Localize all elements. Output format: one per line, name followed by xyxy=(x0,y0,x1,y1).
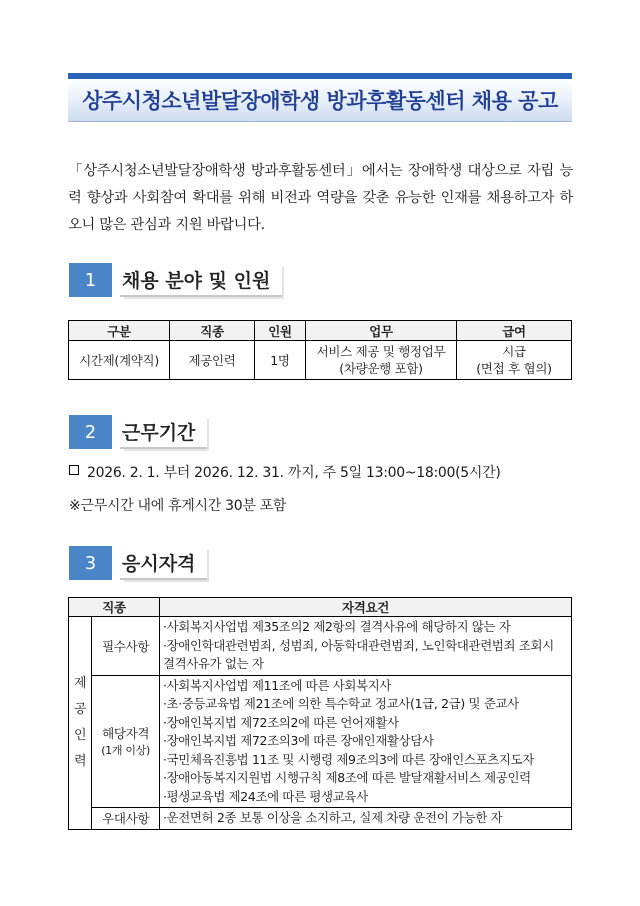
title-banner xyxy=(68,73,572,121)
list-item: ·평생교육법 제24조에 따른 평생교육사 xyxy=(163,788,368,804)
section-3-heading xyxy=(69,546,207,580)
required-cell xyxy=(160,617,572,676)
required-label: 필수사항 xyxy=(92,617,160,676)
duty-cell xyxy=(306,341,457,380)
list-item: ·사회복지사업법 제11조에 따른 사회복지사 xyxy=(163,677,392,693)
table-header: 직종 xyxy=(170,321,255,341)
table-header: 자격요건 xyxy=(160,598,572,617)
cert-cell xyxy=(160,675,572,808)
list-item: ·운전면허 2종 보통 이상을 소지하고, 실제 차량 운전이 가능한 자 xyxy=(163,810,503,825)
table-header-row xyxy=(69,321,572,341)
cert-sublabel: (1개 이상) xyxy=(101,744,151,758)
list-item: ·초·중등교육법 제21조에 의한 특수학교 정교사(1급, 2급) 및 준교사 xyxy=(163,696,519,711)
period-text: 2026. 2. 1. 부터 2026. 12. 31. 까지, 주 5일 13:00~18:00(5시간) xyxy=(87,465,501,481)
pay-line: (면접 후 협의) xyxy=(476,361,552,376)
page-title: 상주시청소년발달장애학생 방과후활동센터 채용 공고 xyxy=(82,89,558,113)
table-row xyxy=(69,341,572,380)
section-title: 근무기간 xyxy=(120,415,207,449)
pay-cell xyxy=(457,341,572,380)
job-cell: 제공인력 xyxy=(170,341,255,380)
recruit-table xyxy=(68,320,572,380)
section-2-heading xyxy=(69,415,207,449)
section-title: 응시자격 xyxy=(120,546,207,580)
group-cell xyxy=(69,617,92,830)
cert-label-cell xyxy=(92,675,160,808)
list-item: ·사회복지사업법 제35조의2 제2항의 결격사유에 해당하지 않는 자 xyxy=(163,619,511,634)
count-cell: 1명 xyxy=(255,341,306,380)
section-number: 3 xyxy=(69,546,112,580)
group-char: 공 xyxy=(73,701,87,717)
break-note: ※근무시간 내에 휴게시간 30분 포함 xyxy=(69,498,287,514)
list-item: ·장애인복지법 제72조의2에 따른 언어재활사 xyxy=(163,714,399,730)
duty-line: (차량운행 포함) xyxy=(339,361,423,376)
list-item: ·장애인복지법 제72조의3에 따른 장애인재활상담사 xyxy=(163,733,434,748)
pref-label: 우대사항 xyxy=(92,808,160,830)
table-header: 인원 xyxy=(255,321,306,341)
table-header: 급여 xyxy=(457,321,572,341)
group-char: 력 xyxy=(73,753,87,769)
table-header: 직종 xyxy=(69,598,160,617)
category-cell: 시간제(계약직) xyxy=(69,341,170,380)
group-char: 인 xyxy=(73,727,87,743)
group-char: 제 xyxy=(73,675,87,691)
list-item: ·국민체육진흥법 11조 및 시행령 제9조의3에 따른 장애인스포츠지도자 xyxy=(163,751,534,767)
intro-paragraph: 「상주시청소년발달장애학생 방과후활동센터」에서는 장애학생 대상으로 자립 능력 향상과 사회참여 확대를 위해 비전과 역량을 갖춘 유능한 인재를 채용하고자 하오니 많은 관심과 지원 바랍니다. xyxy=(68,163,573,233)
list-item: ·장애인학대관련범죄, 성범죄, 아동학대관련범죄, 노인학대관련범죄 조회시 결격사유가 없는 자 xyxy=(163,637,554,671)
checkbox-bullet-icon xyxy=(69,465,79,475)
qualification-table xyxy=(68,597,572,830)
duty-line: 서비스 제공 및 행정업무 xyxy=(316,344,446,359)
section-1-heading xyxy=(69,263,282,297)
table-header-row xyxy=(69,598,572,617)
work-period xyxy=(69,462,501,482)
pay-line: 시급 xyxy=(502,344,526,359)
list-item: ·장애아동복지지원법 시행규칙 제8조에 따른 발달재활서비스 제공인력 xyxy=(163,770,531,785)
section-number: 1 xyxy=(69,263,112,297)
section-title: 채용 분야 및 인원 xyxy=(120,263,282,297)
table-row xyxy=(69,808,572,830)
table-row xyxy=(69,617,572,676)
table-row xyxy=(69,675,572,808)
table-header: 업무 xyxy=(306,321,457,341)
section-number: 2 xyxy=(69,415,112,449)
pref-cell xyxy=(160,808,572,830)
table-header: 구분 xyxy=(69,321,170,341)
cert-label: 해당자격 xyxy=(102,726,150,742)
